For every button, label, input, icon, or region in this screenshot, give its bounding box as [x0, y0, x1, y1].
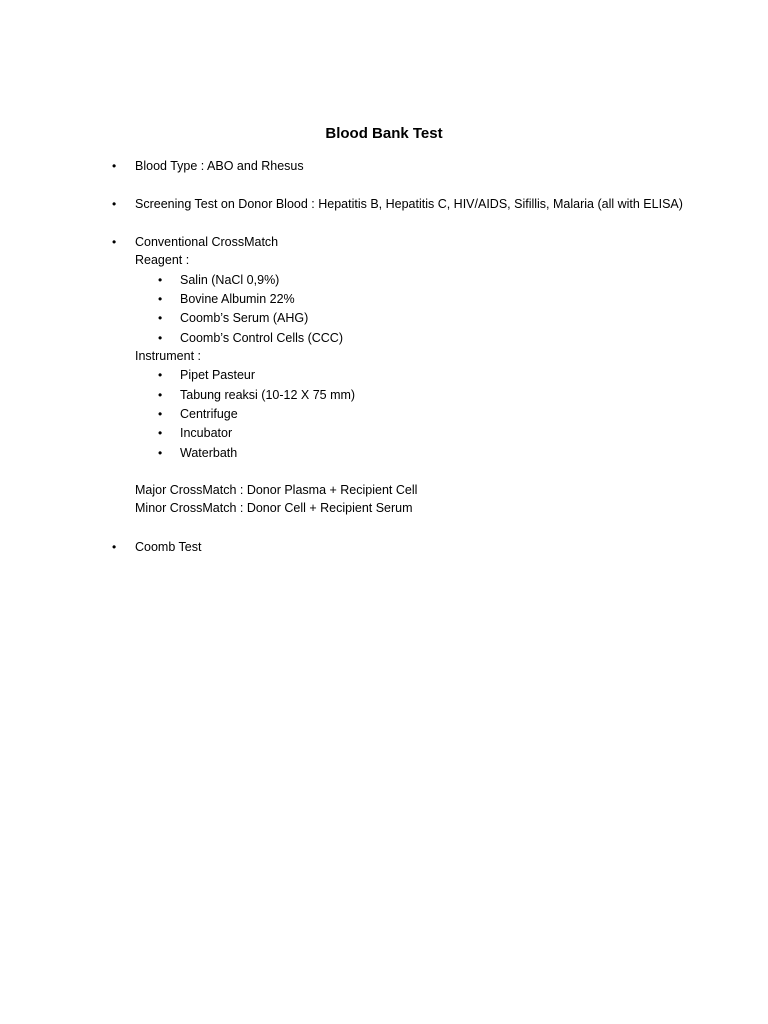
reagent-item: Coomb’s Control Cells (CCC)	[180, 331, 344, 345]
bullet-icon: •	[158, 407, 163, 421]
instrument-item: Waterbath	[180, 446, 238, 460]
instrument-label: Instrument :	[135, 349, 201, 363]
reagent-item: Salin (NaCl 0,9%)	[180, 273, 280, 287]
bullet-icon: •	[158, 368, 163, 382]
bullet-icon: •	[158, 388, 163, 402]
bullet-icon: •	[158, 446, 163, 460]
bullet-icon: •	[112, 540, 117, 554]
instrument-item: Centrifuge	[180, 407, 238, 421]
document-title: Blood Bank Test	[325, 125, 443, 142]
list-item-crossmatch: Conventional CrossMatch	[135, 235, 279, 249]
bullet-icon: •	[158, 426, 163, 440]
instrument-item: Incubator	[180, 426, 233, 440]
bullet-icon: •	[158, 292, 163, 306]
list-item-coomb-test: Coomb Test	[135, 540, 202, 554]
minor-crossmatch-text: Minor CrossMatch : Donor Cell + Recipient Serum	[135, 501, 413, 515]
bullet-icon: •	[112, 197, 117, 211]
instrument-item: Tabung reaksi (10-12 X 75 mm)	[180, 388, 356, 402]
reagent-item: Bovine Albumin 22%	[180, 292, 295, 306]
bullet-icon: •	[158, 273, 163, 287]
bullet-icon: •	[158, 331, 163, 345]
reagent-item: Coomb’s Serum (AHG)	[180, 311, 309, 325]
list-item-screening: Screening Test on Donor Blood : Hepatitis B, Hepatitis C, HIV/AIDS, Sifillis, Malaria (all with ELISA)	[135, 197, 683, 211]
instrument-item: Pipet Pasteur	[180, 368, 256, 382]
bullet-icon: •	[112, 159, 117, 173]
list-item-blood-type: Blood Type : ABO and Rhesus	[135, 159, 304, 173]
bullet-icon: •	[112, 235, 117, 249]
bullet-icon: •	[158, 311, 163, 325]
major-crossmatch-text: Major CrossMatch : Donor Plasma + Recipient Cell	[135, 483, 418, 497]
reagent-label: Reagent :	[135, 253, 190, 267]
